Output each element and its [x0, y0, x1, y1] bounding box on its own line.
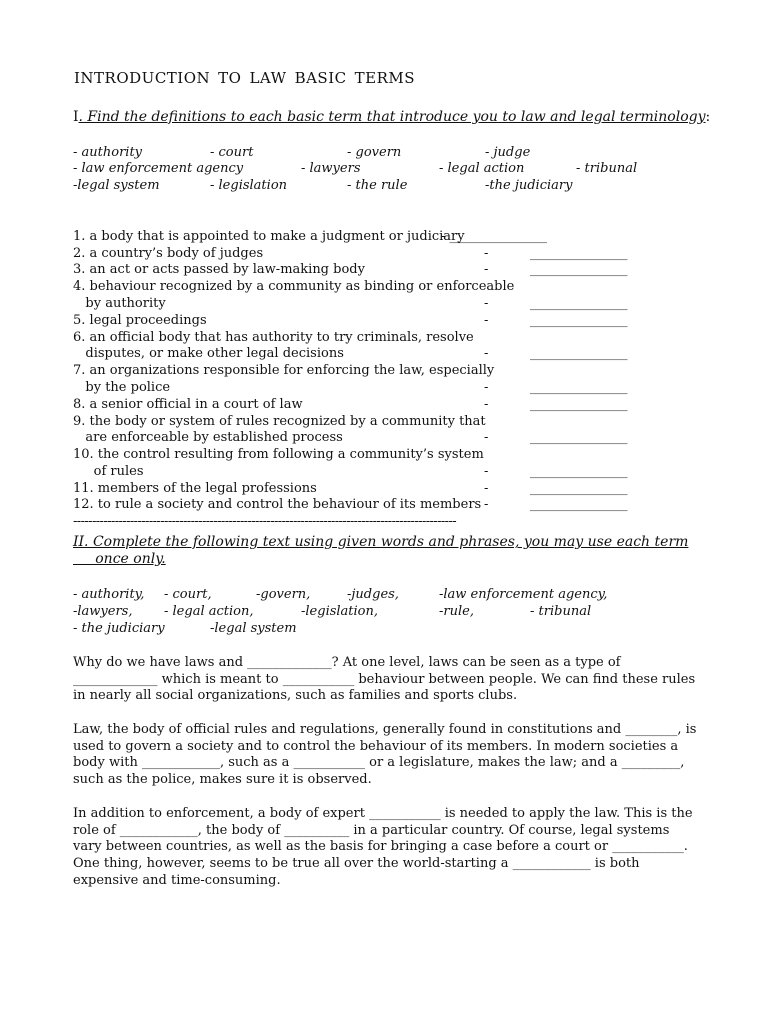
- title-word: TERMS: [354, 69, 416, 87]
- term: - legal action: [439, 161, 525, 176]
- cloze-paragraph: [73, 722, 698, 789]
- term: - court,: [164, 587, 212, 602]
- cloze-paragraph-text: Law, the body of official rules and regulations, generally found in constitutions and ________, is used to govern a society and to control the behaviour of its members. In modern societies a body with ____________, such as a ___________ or a legislature, makes the law; and a _________, such as the police, makes sure it is observed.: [73, 722, 697, 788]
- section-separator: -----------------------------------------------------------------------------------------------------: [73, 514, 457, 529]
- title-word: BASIC: [294, 69, 347, 87]
- section1-instruction: . Find the definitions to each basic term that introduce you to law and legal terminology: [78, 109, 706, 125]
- answer-blank[interactable]: - _______________: [441, 229, 548, 244]
- term: - legislation: [210, 178, 288, 193]
- term: -legal system: [210, 621, 297, 636]
- answer-blank[interactable]: _______________: [530, 397, 628, 412]
- definition-line: 5. legal proceedings: [73, 313, 207, 328]
- title-word: TO: [218, 69, 242, 87]
- answer-blank[interactable]: _______________: [530, 464, 628, 479]
- term: - lawyers: [301, 161, 361, 176]
- term: - govern: [347, 145, 402, 160]
- term: - tribunal: [530, 604, 592, 619]
- answer-blank[interactable]: _______________: [530, 246, 628, 261]
- answer-dash: -: [484, 246, 489, 261]
- answer-blank[interactable]: _______________: [530, 313, 628, 328]
- answer-dash: -: [484, 313, 489, 328]
- term: - law enforcement agency: [73, 161, 244, 176]
- definition-line: 3. an act or acts passed by law-making body: [73, 262, 365, 277]
- definition-line: 2. a country’s body of judges: [73, 246, 264, 261]
- answer-blank[interactable]: _______________: [530, 262, 628, 277]
- cloze-paragraph: [73, 655, 698, 705]
- term: -the judiciary: [485, 178, 573, 193]
- answer-dash: -: [484, 481, 489, 496]
- term: - authority,: [73, 587, 145, 602]
- section2-heading: II. Complete the following text using given words and phrases, you may use each term: [73, 534, 689, 550]
- term: -legal system: [73, 178, 160, 193]
- term: - authority: [73, 145, 143, 160]
- answer-dash: -: [484, 262, 489, 277]
- definition-line: 6. an official body that has authority to try criminals, resolve: [73, 330, 474, 345]
- definition-line: 8. a senior official in a court of law: [73, 397, 303, 412]
- answer-dash: -: [484, 397, 489, 412]
- term: - court: [210, 145, 254, 160]
- answer-dash: -: [484, 296, 489, 311]
- definition-line: 9. the body or system of rules recognized by a community that: [73, 414, 486, 429]
- section1-colon: :: [705, 109, 711, 125]
- answer-dash: -: [484, 380, 489, 395]
- term: - the judiciary: [73, 621, 165, 636]
- term: -lawyers,: [73, 604, 133, 619]
- answer-blank[interactable]: _______________: [530, 430, 628, 445]
- cloze-paragraph: [73, 806, 698, 890]
- answer-blank[interactable]: _______________: [530, 346, 628, 361]
- definition-line: by authority: [73, 296, 166, 311]
- answer-dash: -: [484, 430, 489, 445]
- definition-line: disputes, or make other legal decisions: [73, 346, 344, 361]
- title-word: INTRODUCTION: [74, 69, 211, 87]
- answer-dash: -: [484, 497, 489, 512]
- definition-line: of rules: [73, 464, 144, 479]
- term: -govern,: [256, 587, 311, 602]
- term: - legal action,: [164, 604, 254, 619]
- cloze-paragraph-text: In addition to enforcement, a body of expert ___________ is needed to apply the law. This is the role of ____________, the body of __________ in a particular country. Of course, legal systems vary between countries, as well as the basis for bringing a case before a court or ___________. One thing, however, seems to be true all over the world-starting a ____________ is both expensive and time-consuming.: [73, 806, 693, 888]
- term: -judges,: [347, 587, 399, 602]
- term: -rule,: [439, 604, 474, 619]
- answer-blank[interactable]: _______________: [530, 497, 628, 512]
- cloze-paragraph-text: Why do we have laws and _____________? At one level, laws can be seen as a type of _____________ which is meant to ___________ behaviour between people. We can find these rules in nearly all social organizations, such as families and sports clubs.: [73, 655, 696, 704]
- term: -law enforcement agency,: [439, 587, 608, 602]
- answer-blank[interactable]: _______________: [530, 380, 628, 395]
- term: - the rule: [347, 178, 408, 193]
- page-title: [74, 70, 423, 87]
- definition-line: are enforceable by established process: [73, 430, 343, 445]
- section1-heading: [73, 109, 710, 126]
- definition-line: by the police: [73, 380, 171, 395]
- term: - tribunal: [576, 161, 638, 176]
- answer-blank[interactable]: _______________: [530, 296, 628, 311]
- definition-line: 1. a body that is appointed to make a judgment or judiciary: [73, 229, 465, 244]
- term: - judge: [485, 145, 531, 160]
- answer-dash: -: [484, 464, 489, 479]
- section1-numeral: I: [73, 109, 79, 125]
- definition-line: 12. to rule a society and control the behaviour of its members: [73, 497, 482, 512]
- answer-blank[interactable]: _______________: [530, 481, 628, 496]
- definition-line: 7. an organizations responsible for enforcing the law, especially: [73, 363, 495, 378]
- title-word: LAW: [249, 69, 287, 87]
- section2-heading-cont: once only.: [73, 551, 166, 567]
- definition-line: 10. the control resulting from following a community’s system: [73, 447, 484, 462]
- definition-line: 11. members of the legal professions: [73, 481, 317, 496]
- definition-line: 4. behaviour recognized by a community as binding or enforceable: [73, 279, 515, 294]
- answer-dash: -: [484, 346, 489, 361]
- term: -legislation,: [301, 604, 379, 619]
